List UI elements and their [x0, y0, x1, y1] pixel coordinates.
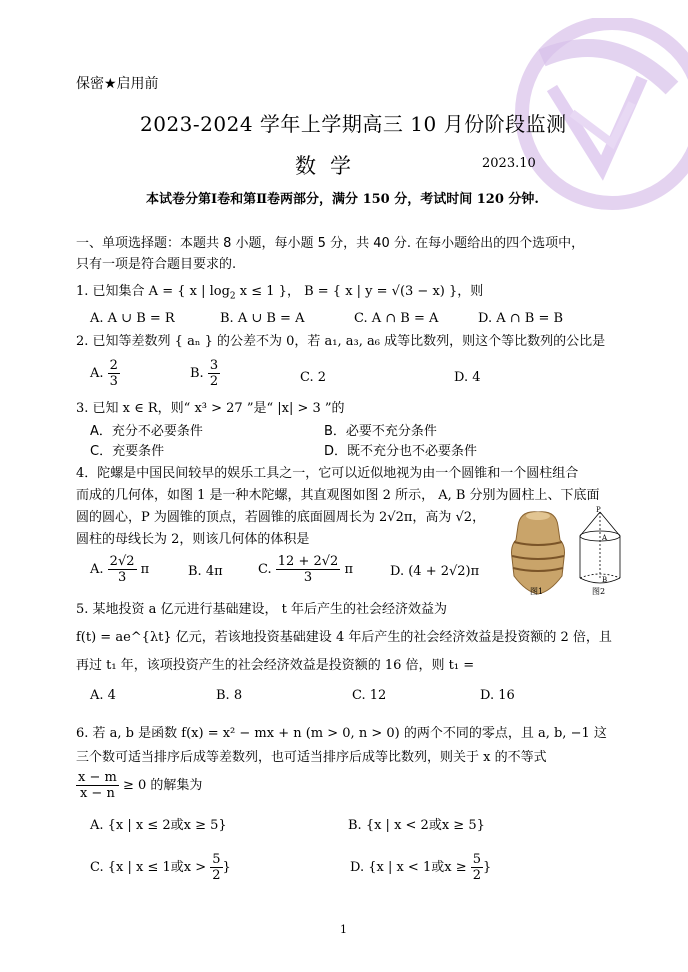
question-4-line1: 4．陀螺是中国民间较早的娱乐工具之一，它可以近似地视为由一个圆锥和一个圆柱组合	[76, 466, 579, 481]
question-4-line2: 而成的几何体，如图 1 是一种木陀螺，其直观图如图 2 所示， A, B 分别为圆柱上、下底面	[76, 488, 600, 503]
question-5-line1: 5. 某地投资 a 亿元进行基础建设， t 年后产生的社会经济效益为	[76, 602, 448, 617]
q4-option-a: A. $\frac{2√2}{3}$ π	[90, 554, 150, 585]
q2-option-b: B. $\frac{3}{2}$	[190, 358, 219, 389]
page-number: 1	[340, 923, 347, 936]
question-4-line4: 圆柱的母线长为 2，则该几何体的体积是	[76, 532, 310, 547]
subject-title: 数学	[295, 154, 365, 178]
question-6-line2: 三个数可适当排序后成等差数列，也可适当排序后成等比数列，则关于 x 的不等式	[76, 750, 547, 765]
question-2-stem: 2. 已知等差数列 { aₙ } 的公差不为 0，若 a₁, a₃, a₆ 成等比数列，则这个等比数列的公比是	[76, 334, 606, 349]
question-4-line3: 圆的圆心，P 为圆锥的顶点，若圆锥的底面圆周长为 2√2π，高为 √2，	[76, 510, 486, 525]
q3-option-a: A．充分不必要条件	[90, 424, 203, 439]
question-6-line1: 6. 若 a, b 是函数 f(x) = x² − mx + n (m > 0, n > 0) 的两个不同的零点，且 a, b, −1 这	[76, 726, 607, 741]
section-heading-line2: 只有一项是符合题目要求的.	[76, 257, 237, 272]
question-5-line3: 再过 t₁ 年，该项投资产生的社会经济效益是投资额的 16 倍，则 t₁ =	[76, 658, 475, 673]
exam-title: 2023-2024 学年上学期高三 10 月份阶段监测	[140, 112, 567, 136]
q2-option-d: D. 4	[454, 370, 481, 385]
q1-option-b: B. A ∪ B = A	[220, 311, 305, 326]
q3-option-c: C．充要条件	[90, 444, 165, 459]
cone-cylinder-sketch	[580, 512, 620, 583]
exam-date: 2023.10	[482, 156, 536, 171]
q6-option-b: B. {x | x < 2或x ≥ 5}	[348, 818, 485, 833]
confidential-label: 保密★启用前	[76, 76, 159, 92]
q1-option-a: A. A ∪ B = R	[90, 311, 175, 326]
q6-option-a: A. {x | x ≤ 2或x ≥ 5}	[90, 818, 227, 833]
wooden-top-photo	[512, 512, 565, 594]
fig2-caption: 图2	[592, 587, 606, 596]
fig2-label-a: A	[602, 534, 608, 542]
q3-option-b: B．必要不充分条件	[324, 424, 437, 439]
fig2-label-p: P	[596, 506, 601, 514]
q3-option-d: D．既不充分也不必要条件	[324, 444, 478, 459]
q5-option-d: D. 16	[480, 688, 515, 703]
question-3-stem: 3. 已知 x ∈ R，则“ x³ > 27 ”是“ |x| > 3 ”的	[76, 401, 345, 416]
q5-option-c: C. 12	[352, 688, 387, 703]
q4-figures	[500, 506, 660, 602]
q4-option-d: D. (4 + 2√2)π	[390, 564, 480, 579]
question-6-line3: $\frac{x - m}{x - n}$ ≥ 0 的解集为	[78, 770, 203, 801]
q1-option-c: C. A ∩ B = A	[354, 311, 439, 326]
q6-option-c: C. {x | x ≤ 1或x > $\frac{5}{2}$ }	[90, 852, 231, 883]
q4-option-c: C. $\frac{12 + 2√2}{3}$ π	[258, 554, 353, 585]
q1-option-d: D. A ∩ B = B	[478, 311, 564, 326]
q4-option-b: B. 4π	[188, 564, 223, 579]
fig2-label-b: B	[602, 576, 608, 584]
q5-option-b: B. 8	[216, 688, 243, 703]
question-5-line2: f(t) = ae^{λt} 亿元，若该地投资基础建设 4 年后产生的社会经济效益是投资额的 2 倍，且	[76, 630, 612, 645]
section-heading-line1: 一、单项选择题：本题共 8 小题，每小题 5 分，共 40 分. 在每小题给出的四个选项中，	[76, 236, 585, 251]
exam-note: 本试卷分第Ⅰ卷和第Ⅱ卷两部分，满分 150 分，考试时间 120 分钟.	[146, 192, 539, 207]
q2-option-a: A. $\frac{2}{3}$	[90, 358, 118, 389]
fig1-caption: 图1	[530, 587, 544, 596]
question-1-stem: 1. 已知集合 A = { x | $\log_2 x \le 1$ }， B = { x | y = √(3 − x) }，则	[76, 284, 484, 302]
q6-option-d: D. {x | x < 1或x ≥ $\frac{5}{2}$ }	[350, 852, 492, 883]
q2-option-c: C. 2	[300, 370, 327, 385]
q5-option-a: A. 4	[90, 688, 116, 703]
